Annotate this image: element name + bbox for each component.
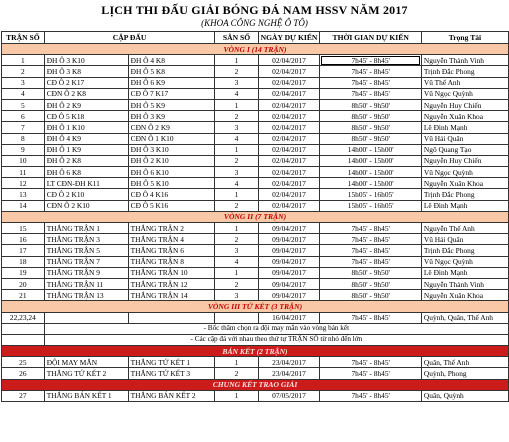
match-number-cell[interactable]: 7 (2, 122, 45, 133)
team-b-cell[interactable]: ĐH Ô 4 K8 (128, 55, 215, 66)
table-row (2, 245, 509, 256)
team-a-cell[interactable]: THẮNG TRẬN 5 (44, 245, 128, 256)
field-cell[interactable]: 2 (215, 278, 258, 289)
team-b-cell[interactable]: ĐH Ô 5 K8 (128, 66, 215, 77)
team-b-cell[interactable]: THẮNG TRẬN 4 (128, 234, 215, 245)
referee-cell[interactable]: Quỳnh, Phong (421, 368, 508, 379)
field-cell[interactable]: 3 (215, 290, 258, 301)
table-row (2, 223, 509, 234)
team-b-cell[interactable]: THẮNG TRẬN 8 (128, 256, 215, 267)
referee-cell[interactable]: Nguyễn Huy Chiến (421, 99, 508, 110)
table-row (2, 200, 509, 211)
referee-cell[interactable]: Trịnh Đắc Phong (421, 189, 508, 200)
match-number-cell[interactable]: 25 (2, 357, 45, 368)
team-a-cell[interactable]: ĐH Ô 2 K8 (44, 155, 128, 166)
referee-cell[interactable]: Quỳnh, Quân, Thế Anh (421, 312, 508, 323)
match-number-cell[interactable]: 19 (2, 267, 45, 278)
header-row (2, 32, 509, 44)
field-cell[interactable]: 3 (215, 167, 258, 178)
team-b-cell[interactable]: THẮNG TRẬN 14 (128, 290, 215, 301)
referee-cell[interactable]: Nguyễn Huy Chiến (421, 155, 508, 166)
team-b-cell[interactable]: THẮNG TRẬN 10 (128, 267, 215, 278)
field-cell[interactable]: 4 (215, 256, 258, 267)
time-cell[interactable]: 7h45' - 8h45' (320, 55, 422, 66)
header-referee[interactable]: Trọng Tài (421, 32, 508, 44)
match-number-cell[interactable]: 14 (2, 200, 45, 211)
team-a-cell[interactable]: CĐ Ô 2 K10 (44, 189, 128, 200)
match-number-cell[interactable]: 20 (2, 278, 45, 289)
team-a-cell[interactable]: CĐN Ô 2 K10 (44, 200, 128, 211)
header-matchup[interactable]: CẶP ĐẤU (44, 32, 215, 44)
team-b-cell[interactable]: CĐ Ô 4 K16 (128, 189, 215, 200)
match-number-cell[interactable]: 27 (2, 390, 45, 401)
team-a-cell[interactable]: THẮNG TRẬN 7 (44, 256, 128, 267)
match-number-cell[interactable]: 5 (2, 99, 45, 110)
team-b-cell[interactable]: THẮNG BÁN KẾT 2 (128, 390, 215, 401)
date-cell[interactable]: 02/04/2017 (258, 200, 320, 211)
time-cell[interactable]: 7h45' - 8h45' (320, 88, 422, 99)
table-row (2, 66, 509, 77)
team-b-cell[interactable]: THẮNG TỨ KẾT 1 (128, 357, 215, 368)
time-cell[interactable]: 7h45' - 8h45' (320, 312, 422, 323)
note-spacer-cell[interactable] (2, 323, 45, 334)
date-cell[interactable]: 02/04/2017 (258, 189, 320, 200)
referee-cell[interactable]: Trịnh Đắc Phong (421, 245, 508, 256)
section-header-row (2, 301, 509, 312)
match-number-cell[interactable]: 16 (2, 234, 45, 245)
team-a-cell[interactable]: THẮNG TỨ KẾT 2 (44, 368, 128, 379)
time-cell[interactable]: 8h50' - 9h50' (320, 122, 422, 133)
team-b-cell[interactable]: ĐH Ô 6 K10 (128, 167, 215, 178)
field-cell[interactable]: 1 (215, 99, 258, 110)
date-cell[interactable]: 09/04/2017 (258, 234, 320, 245)
field-cell[interactable]: 2 (215, 368, 258, 379)
date-cell[interactable]: 07/05/2017 (258, 390, 320, 401)
table-row (2, 133, 509, 144)
team-a-cell[interactable]: THẮNG TRẬN 13 (44, 290, 128, 301)
match-number-cell[interactable]: 17 (2, 245, 45, 256)
team-a-cell[interactable] (44, 312, 128, 323)
team-b-cell[interactable]: THẮNG TRẬN 12 (128, 278, 215, 289)
team-a-cell[interactable]: THẮNG BÁN KẾT 1 (44, 390, 128, 401)
team-b-cell[interactable]: ĐH Ô 3 K9 (128, 111, 215, 122)
match-number-cell[interactable]: 10 (2, 155, 45, 166)
team-b-cell[interactable]: ĐH Ô 5 K9 (128, 99, 215, 110)
note-row (2, 323, 509, 334)
time-cell[interactable]: 7h45' - 8h45' (320, 77, 422, 88)
table-row (2, 111, 509, 122)
table-row (2, 234, 509, 245)
field-cell[interactable]: 4 (215, 133, 258, 144)
team-a-cell[interactable]: ĐH Ô 1 K9 (44, 144, 128, 155)
date-cell[interactable]: 09/04/2017 (258, 245, 320, 256)
field-cell[interactable]: 3 (215, 77, 258, 88)
time-cell[interactable]: 8h50' - 9h50' (320, 290, 422, 301)
section-title[interactable]: VÒNG II (7 TRẬN) (2, 211, 509, 222)
time-cell[interactable]: 8h50' - 9h50' (320, 111, 422, 122)
field-cell[interactable]: 1 (215, 223, 258, 234)
match-number-cell[interactable]: 11 (2, 167, 45, 178)
team-a-cell[interactable]: ĐH Ô 2 K9 (44, 99, 128, 110)
section-header-row (2, 379, 509, 390)
time-cell[interactable]: 8h50' - 9h50' (320, 133, 422, 144)
team-a-cell[interactable]: CĐ Ô 2 K17 (44, 77, 128, 88)
time-cell[interactable]: 7h45' - 8h45' (320, 390, 422, 401)
team-a-cell[interactable]: THẮNG TRẬN 9 (44, 267, 128, 278)
section-title[interactable]: VÒNG I (14 TRẬN) (2, 44, 509, 55)
match-number-cell[interactable]: 3 (2, 77, 45, 88)
match-number-cell[interactable]: 6 (2, 111, 45, 122)
time-cell[interactable]: 14h00' - 15h00' (320, 178, 422, 189)
header-field[interactable]: SÂN SỐ (215, 32, 258, 44)
date-cell[interactable]: 09/04/2017 (258, 290, 320, 301)
time-cell[interactable]: 7h45' - 8h45' (320, 234, 422, 245)
field-cell[interactable]: 1 (215, 357, 258, 368)
time-cell[interactable]: 14h00' - 15h00' (320, 155, 422, 166)
match-number-cell[interactable]: 13 (2, 189, 45, 200)
section-header-row (2, 44, 509, 55)
referee-cell[interactable]: Nguyễn Thế Anh (421, 223, 508, 234)
team-a-cell[interactable]: LT CĐN-ĐH K11 (44, 178, 128, 189)
referee-cell[interactable]: Vũ Ngọc Quỳnh (421, 167, 508, 178)
match-number-cell[interactable]: 12 (2, 178, 45, 189)
field-cell[interactable]: 2 (215, 111, 258, 122)
date-cell[interactable]: 02/04/2017 (258, 66, 320, 77)
schedule-table (1, 31, 509, 402)
match-number-cell[interactable]: 2 (2, 66, 45, 77)
field-cell[interactable]: 2 (215, 234, 258, 245)
match-number-cell[interactable]: 4 (2, 88, 45, 99)
referee-cell[interactable]: Ngô Quang Tạo (421, 144, 508, 155)
note-text[interactable]: - Các cặp đá với nhau theo thứ tự TRẬN SỐ từ nhỏ đến lớn (44, 334, 508, 345)
table-row (2, 267, 509, 278)
table-row (2, 256, 509, 267)
table-row (2, 55, 509, 66)
team-a-cell[interactable]: ĐH Ô 6 K8 (44, 167, 128, 178)
time-cell[interactable]: 7h45' - 8h45' (320, 256, 422, 267)
field-cell[interactable]: 3 (215, 122, 258, 133)
table-row (2, 167, 509, 178)
table-row (2, 88, 509, 99)
team-a-cell[interactable]: THẮNG TRẬN 11 (44, 278, 128, 289)
date-cell[interactable]: 02/04/2017 (258, 178, 320, 189)
team-a-cell[interactable]: CĐ Ô 5 K18 (44, 111, 128, 122)
team-a-cell[interactable]: THẮNG TRẬN 3 (44, 234, 128, 245)
time-cell[interactable]: 14h00' - 15h00' (320, 167, 422, 178)
table-row (2, 77, 509, 88)
time-cell[interactable]: 7h45' - 8h45' (320, 66, 422, 77)
referee-cell[interactable]: Vũ Thế Anh (421, 77, 508, 88)
date-cell[interactable]: 16/04/2017 (258, 312, 320, 323)
field-cell[interactable]: 2 (215, 200, 258, 211)
referee-cell[interactable]: Nguyễn Thành Vinh (421, 278, 508, 289)
section-title[interactable]: CHUNG KẾT TRAO GIẢI (2, 379, 509, 390)
team-a-cell[interactable]: CĐN Ô 2 K8 (44, 88, 128, 99)
team-a-cell[interactable]: ĐỘI MAY MẮN (44, 357, 128, 368)
field-cell[interactable]: 4 (215, 178, 258, 189)
note-text[interactable]: - Bốc thăm chọn ra đội may mắn vào vòng bán kết (44, 323, 508, 334)
table-row (2, 178, 509, 189)
time-cell[interactable]: 14h00' - 15h00' (320, 144, 422, 155)
time-cell[interactable]: 7h45' - 8h45' (320, 357, 422, 368)
table-row (2, 155, 509, 166)
note-spacer-cell[interactable] (2, 334, 45, 345)
table-row (2, 390, 509, 401)
field-cell[interactable]: 3 (215, 245, 258, 256)
team-a-cell[interactable]: ĐH Ô 1 K10 (44, 122, 128, 133)
time-cell[interactable]: 7h45' - 8h45' (320, 223, 422, 234)
team-b-cell[interactable]: THẮNG TRẬN 2 (128, 223, 215, 234)
referee-cell[interactable]: Vũ Ngọc Quỳnh (421, 88, 508, 99)
table-row (2, 290, 509, 301)
team-a-cell[interactable]: ĐH Ô 3 K8 (44, 66, 128, 77)
match-number-cell[interactable]: 15 (2, 223, 45, 234)
date-cell[interactable]: 23/04/2017 (258, 368, 320, 379)
referee-cell[interactable]: Lê Đình Mạnh (421, 267, 508, 278)
date-cell[interactable]: 02/04/2017 (258, 122, 320, 133)
date-cell[interactable]: 09/04/2017 (258, 278, 320, 289)
team-b-cell[interactable]: THẮNG TRẬN 6 (128, 245, 215, 256)
match-number-cell[interactable]: 8 (2, 133, 45, 144)
referee-cell[interactable]: Nguyễn Xuân Khoa (421, 178, 508, 189)
table-row (2, 122, 509, 133)
match-number-cell[interactable]: 1 (2, 55, 45, 66)
field-cell[interactable]: 2 (215, 66, 258, 77)
table-row (2, 357, 509, 368)
team-a-cell[interactable]: THẮNG TRẬN 1 (44, 223, 128, 234)
header-match-number[interactable]: TRẬN SỐ (2, 32, 45, 44)
date-cell[interactable]: 09/04/2017 (258, 267, 320, 278)
team-b-cell[interactable]: ĐH Ô 6 K9 (128, 77, 215, 88)
time-cell[interactable]: 7h45' - 8h45' (320, 245, 422, 256)
field-cell[interactable]: 1 (215, 144, 258, 155)
table-row (2, 312, 509, 323)
date-cell[interactable]: 02/04/2017 (258, 133, 320, 144)
note-row (2, 334, 509, 345)
field-cell[interactable]: 4 (215, 88, 258, 99)
referee-cell[interactable]: Vũ Hải Quân (421, 234, 508, 245)
time-cell[interactable]: 8h50' - 9h50' (320, 99, 422, 110)
header-date[interactable]: NGÀY DỰ KIẾN (258, 32, 320, 44)
date-cell[interactable]: 09/04/2017 (258, 256, 320, 267)
field-cell[interactable]: 1 (215, 390, 258, 401)
team-b-cell[interactable]: ĐH Ô 2 K10 (128, 155, 215, 166)
referee-cell[interactable]: Trịnh Đắc Phong (421, 66, 508, 77)
date-cell[interactable]: 02/04/2017 (258, 99, 320, 110)
field-cell[interactable] (215, 312, 258, 323)
date-cell[interactable]: 02/04/2017 (258, 155, 320, 166)
time-cell[interactable]: 15h05' - 16h05' (320, 200, 422, 211)
table-row (2, 99, 509, 110)
team-a-cell[interactable]: ĐH Ô 3 K10 (44, 55, 128, 66)
referee-cell[interactable]: Lê Đình Mạnh (421, 200, 508, 211)
date-cell[interactable]: 09/04/2017 (258, 223, 320, 234)
team-b-cell[interactable]: ĐH Ô 5 K10 (128, 178, 215, 189)
referee-cell[interactable]: Nguyễn Xuân Khoa (421, 111, 508, 122)
referee-cell[interactable]: Quân, Quỳnh (421, 390, 508, 401)
date-cell[interactable]: 02/04/2017 (258, 144, 320, 155)
match-number-cell[interactable]: 21 (2, 290, 45, 301)
page-title: LỊCH THI ĐẤU GIẢI BÓNG ĐÁ NAM HSSV NĂM 2017 (101, 3, 408, 17)
team-b-cell[interactable]: CĐ Ô 5 K16 (128, 200, 215, 211)
section-header-row (2, 211, 509, 222)
team-a-cell[interactable]: ĐH Ô 4 K9 (44, 133, 128, 144)
team-b-cell[interactable]: ĐH Ô 3 K10 (128, 144, 215, 155)
match-number-cell[interactable]: 26 (2, 368, 45, 379)
referee-cell[interactable]: Vũ Hải Quân (421, 133, 508, 144)
header-time[interactable]: THỜI GIAN DỰ KIẾN (320, 32, 422, 44)
date-cell[interactable]: 02/04/2017 (258, 55, 320, 66)
referee-cell[interactable]: Lê Đình Mạnh (421, 122, 508, 133)
date-cell[interactable]: 02/04/2017 (258, 111, 320, 122)
page-subtitle: (KHOA CÔNG NGHỆ Ô TÔ) (201, 18, 308, 28)
match-number-cell[interactable]: 18 (2, 256, 45, 267)
team-b-cell[interactable]: CĐN Ô 1 K10 (128, 133, 215, 144)
field-cell[interactable]: 1 (215, 189, 258, 200)
referee-cell[interactable]: Quân, Thế Anh (421, 357, 508, 368)
referee-cell[interactable]: Vũ Ngọc Quỳnh (421, 256, 508, 267)
time-cell[interactable]: 15h05' - 16h05' (320, 189, 422, 200)
field-cell[interactable]: 1 (215, 267, 258, 278)
team-b-cell[interactable]: THẮNG TỨ KẾT 3 (128, 368, 215, 379)
date-cell[interactable]: 02/04/2017 (258, 77, 320, 88)
team-b-cell[interactable]: CĐ Ô 7 K17 (128, 88, 215, 99)
referee-cell[interactable]: Nguyễn Thành Vinh (421, 55, 508, 66)
date-cell[interactable]: 02/04/2017 (258, 88, 320, 99)
section-header-row (2, 346, 509, 357)
referee-cell[interactable]: Nguyễn Xuân Khoa (421, 290, 508, 301)
match-number-cell[interactable]: 22,23,24 (2, 312, 45, 323)
schedule-body (2, 44, 509, 402)
table-row (2, 144, 509, 155)
section-title[interactable]: VÒNG III TỨ KẾT (3 TRẬN) (2, 301, 509, 312)
section-title[interactable]: BÁN KẾT (2 TRẬN) (2, 346, 509, 357)
time-cell[interactable]: 8h50' - 9h50' (320, 278, 422, 289)
team-b-cell[interactable] (128, 312, 215, 323)
table-row (2, 189, 509, 200)
date-cell[interactable]: 23/04/2017 (258, 357, 320, 368)
time-cell[interactable]: 7h45' - 8h45' (320, 368, 422, 379)
table-row (2, 278, 509, 289)
date-cell[interactable]: 02/04/2017 (258, 167, 320, 178)
table-row (2, 368, 509, 379)
field-cell[interactable]: 2 (215, 155, 258, 166)
team-b-cell[interactable]: CĐN Ô 2 K9 (128, 122, 215, 133)
field-cell[interactable]: 1 (215, 55, 258, 66)
match-number-cell[interactable]: 9 (2, 144, 45, 155)
time-cell[interactable]: 8h50' - 9h50' (320, 267, 422, 278)
